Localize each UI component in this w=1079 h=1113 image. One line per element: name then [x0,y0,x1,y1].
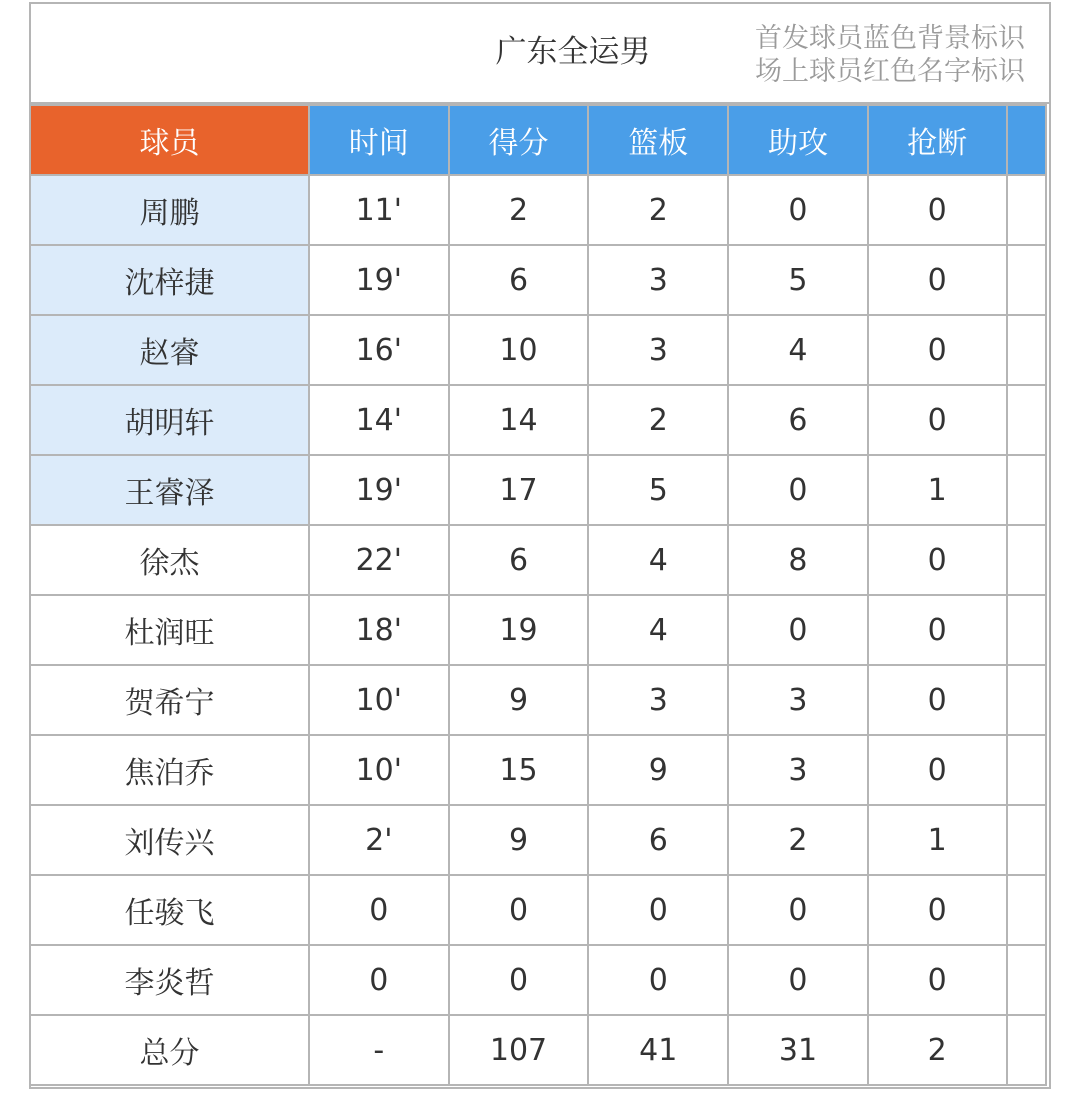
time-cell: 19' [309,245,449,315]
steals-cell: 0 [868,175,1007,245]
time-cell: 10' [309,735,449,805]
rebounds-cell: 41 [588,1015,728,1085]
column-header-rebounds: 篮板 [588,105,728,175]
assists-cell: 0 [728,945,868,1015]
rebounds-cell: 3 [588,245,728,315]
points-cell: 107 [449,1015,589,1085]
points-cell: 0 [449,875,589,945]
rebounds-cell: 3 [588,315,728,385]
player-name-cell: 杜润旺 [30,595,309,665]
steals-cell: 2 [868,1015,1007,1085]
rebounds-cell: 2 [588,385,728,455]
assists-cell: 0 [728,175,868,245]
player-name-cell: 刘传兴 [30,805,309,875]
assists-cell: 0 [728,455,868,525]
player-name-cell: 贺希宁 [30,665,309,735]
table-row [30,175,1046,245]
steals-cell: 0 [868,595,1007,665]
legend-note-line-2: 场上球员红色名字标识 [755,56,1025,87]
page-title: 广东全运男 [495,34,651,70]
assists-cell: 0 [728,595,868,665]
legend-note [755,22,1025,88]
points-cell: 2 [449,175,589,245]
points-cell: 19 [449,595,589,665]
points-cell: 15 [449,735,589,805]
steals-cell: 0 [868,735,1007,805]
overflow-cell [1007,805,1046,875]
overflow-cell [1007,945,1046,1015]
table-row [30,595,1046,665]
overflow-cell [1007,455,1046,525]
overflow-cell [1007,525,1046,595]
assists-cell: 3 [728,735,868,805]
table-row [30,665,1046,735]
overflow-cell [1007,385,1046,455]
rebounds-cell: 9 [588,735,728,805]
table-row [30,315,1046,385]
rebounds-cell: 6 [588,805,728,875]
points-cell: 0 [449,945,589,1015]
table-row [30,525,1046,595]
player-name-cell: 胡明轩 [30,385,309,455]
table-row [30,245,1046,315]
time-cell: 0 [309,875,449,945]
player-name-cell: 任骏飞 [30,875,309,945]
player-name-cell: 李炎哲 [30,945,309,1015]
rebounds-cell: 5 [588,455,728,525]
time-cell: 2' [309,805,449,875]
player-name-cell: 王睿泽 [30,455,309,525]
overflow-cell [1007,1015,1046,1085]
time-cell: 11' [309,175,449,245]
time-cell: 22' [309,525,449,595]
rebounds-cell: 4 [588,525,728,595]
time-cell: 10' [309,665,449,735]
steals-cell: 0 [868,315,1007,385]
player-name-cell: 徐杰 [30,525,309,595]
overflow-cell [1007,595,1046,665]
column-header-overflow [1007,105,1046,175]
table-body [30,175,1046,1085]
player-name-cell: 焦泊乔 [30,735,309,805]
player-name-cell: 沈梓捷 [30,245,309,315]
steals-cell: 1 [868,805,1007,875]
steals-cell: 0 [868,945,1007,1015]
assists-cell: 31 [728,1015,868,1085]
column-header-assists: 助攻 [728,105,868,175]
rebounds-cell: 3 [588,665,728,735]
time-cell: 0 [309,945,449,1015]
overflow-cell [1007,735,1046,805]
steals-cell: 0 [868,385,1007,455]
overflow-cell [1007,665,1046,735]
steals-cell: 0 [868,525,1007,595]
player-name-cell: 周鹏 [30,175,309,245]
steals-cell: 1 [868,455,1007,525]
time-cell: 18' [309,595,449,665]
steals-cell: 0 [868,875,1007,945]
overflow-cell [1007,315,1046,385]
player-name-cell: 赵睿 [30,315,309,385]
rebounds-cell: 2 [588,175,728,245]
assists-cell: 0 [728,875,868,945]
assists-cell: 2 [728,805,868,875]
table-row [30,945,1046,1015]
title-bar [31,4,1051,104]
steals-cell: 0 [868,245,1007,315]
points-cell: 9 [449,665,589,735]
table-row [30,385,1046,455]
time-cell: 16' [309,315,449,385]
stats-table-frame [29,2,1051,1089]
points-cell: 17 [449,455,589,525]
time-cell: 19' [309,455,449,525]
time-cell: - [309,1015,449,1085]
assists-cell: 5 [728,245,868,315]
rebounds-cell: 4 [588,595,728,665]
player-name-cell: 总分 [30,1015,309,1085]
table-row [30,875,1046,945]
overflow-cell [1007,875,1046,945]
points-cell: 6 [449,525,589,595]
column-header-points: 得分 [449,105,589,175]
steals-cell: 0 [868,665,1007,735]
table-row [30,455,1046,525]
assists-cell: 8 [728,525,868,595]
points-cell: 14 [449,385,589,455]
rebounds-cell: 0 [588,945,728,1015]
rebounds-cell: 0 [588,875,728,945]
header-row [30,105,1046,175]
overflow-cell [1007,245,1046,315]
points-cell: 6 [449,245,589,315]
points-cell: 10 [449,315,589,385]
points-cell: 9 [449,805,589,875]
assists-cell: 3 [728,665,868,735]
assists-cell: 6 [728,385,868,455]
column-header-steals: 抢断 [868,105,1007,175]
box-score-table [29,104,1047,1086]
column-header-time: 时间 [309,105,449,175]
table-row [30,805,1046,875]
table-row [30,735,1046,805]
legend-note-line-1: 首发球员蓝色背景标识 [755,23,1025,54]
column-header-player: 球员 [30,105,309,175]
assists-cell: 4 [728,315,868,385]
overflow-cell [1007,175,1046,245]
table-row [30,1015,1046,1085]
time-cell: 14' [309,385,449,455]
